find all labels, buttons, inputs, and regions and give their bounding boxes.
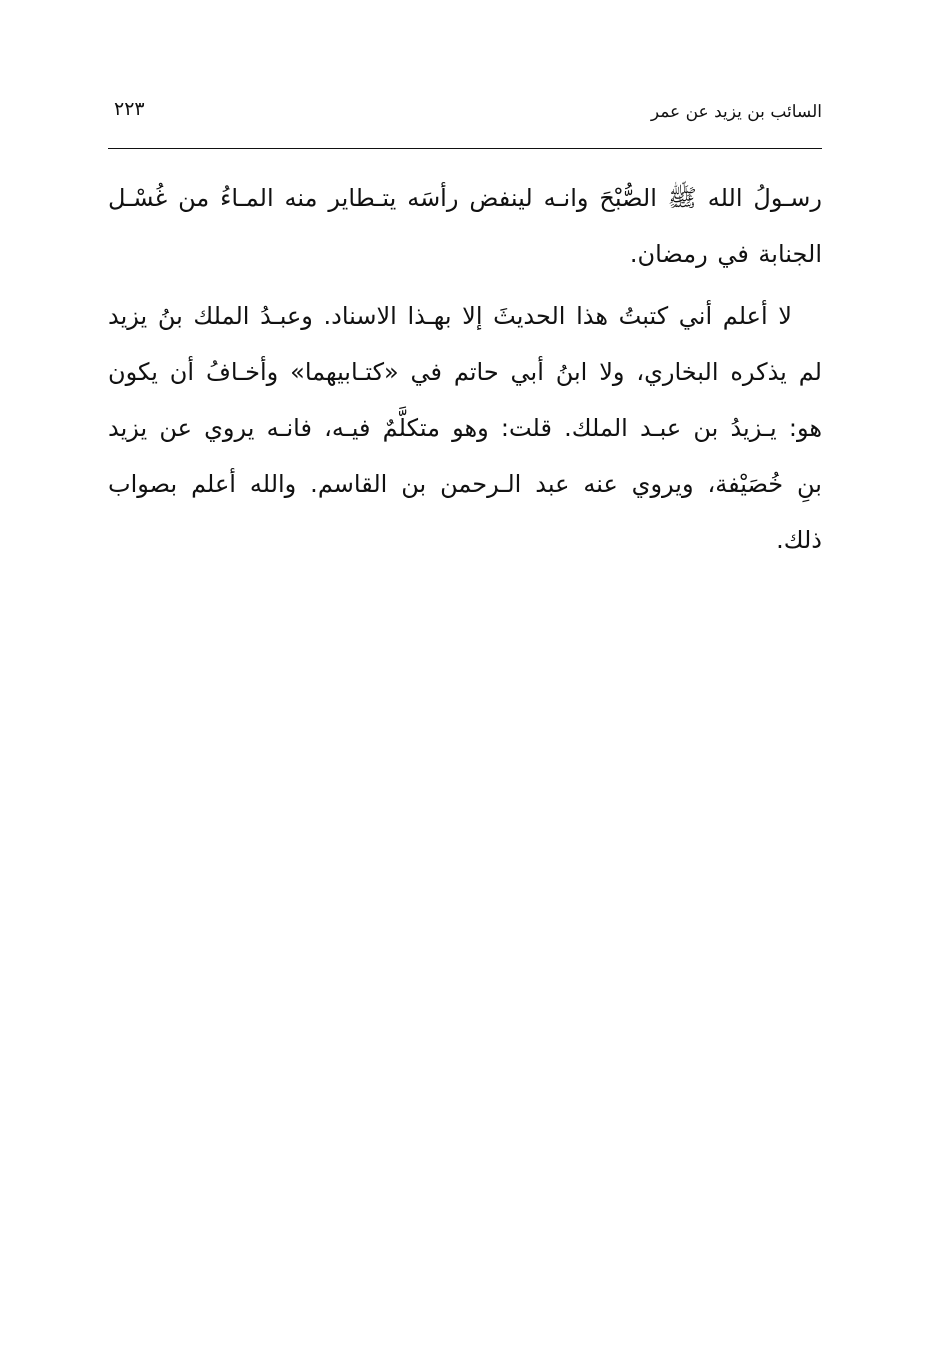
page-number: ٢٢٣ (114, 98, 145, 120)
paragraph-1: رسـولُ الله ﷺ الصُّبْحَ وانـه لينفض رأسَه يتـطاير منه المـاءُ من غُسْـل الجنابة في رمضان. (108, 184, 822, 268)
paragraph-2: لا أعلم أني كتبتُ هذا الحديثَ إلا بهـذا الاسناد. وعبـدُ الملك بنُ يزيد لم يذكره البخاري، ولا ابنُ أبي حاتم في «كتـابيهما» وأخـافُ أن يكون هو: يـزيدُ بن عبـد الملك. قلت: وهو متكلَّمٌ فيـه، فانـه يروي عن يزيد بنِ خُصَيْفة، ويروي عنه عبد الـرحمن بن القاسم. والله أعلم بصواب ذلك. (108, 302, 822, 554)
running-title: السائب بن يزيد عن عمر (650, 102, 822, 122)
running-header (108, 96, 822, 132)
header-rule (108, 148, 822, 149)
body-text (108, 170, 822, 568)
